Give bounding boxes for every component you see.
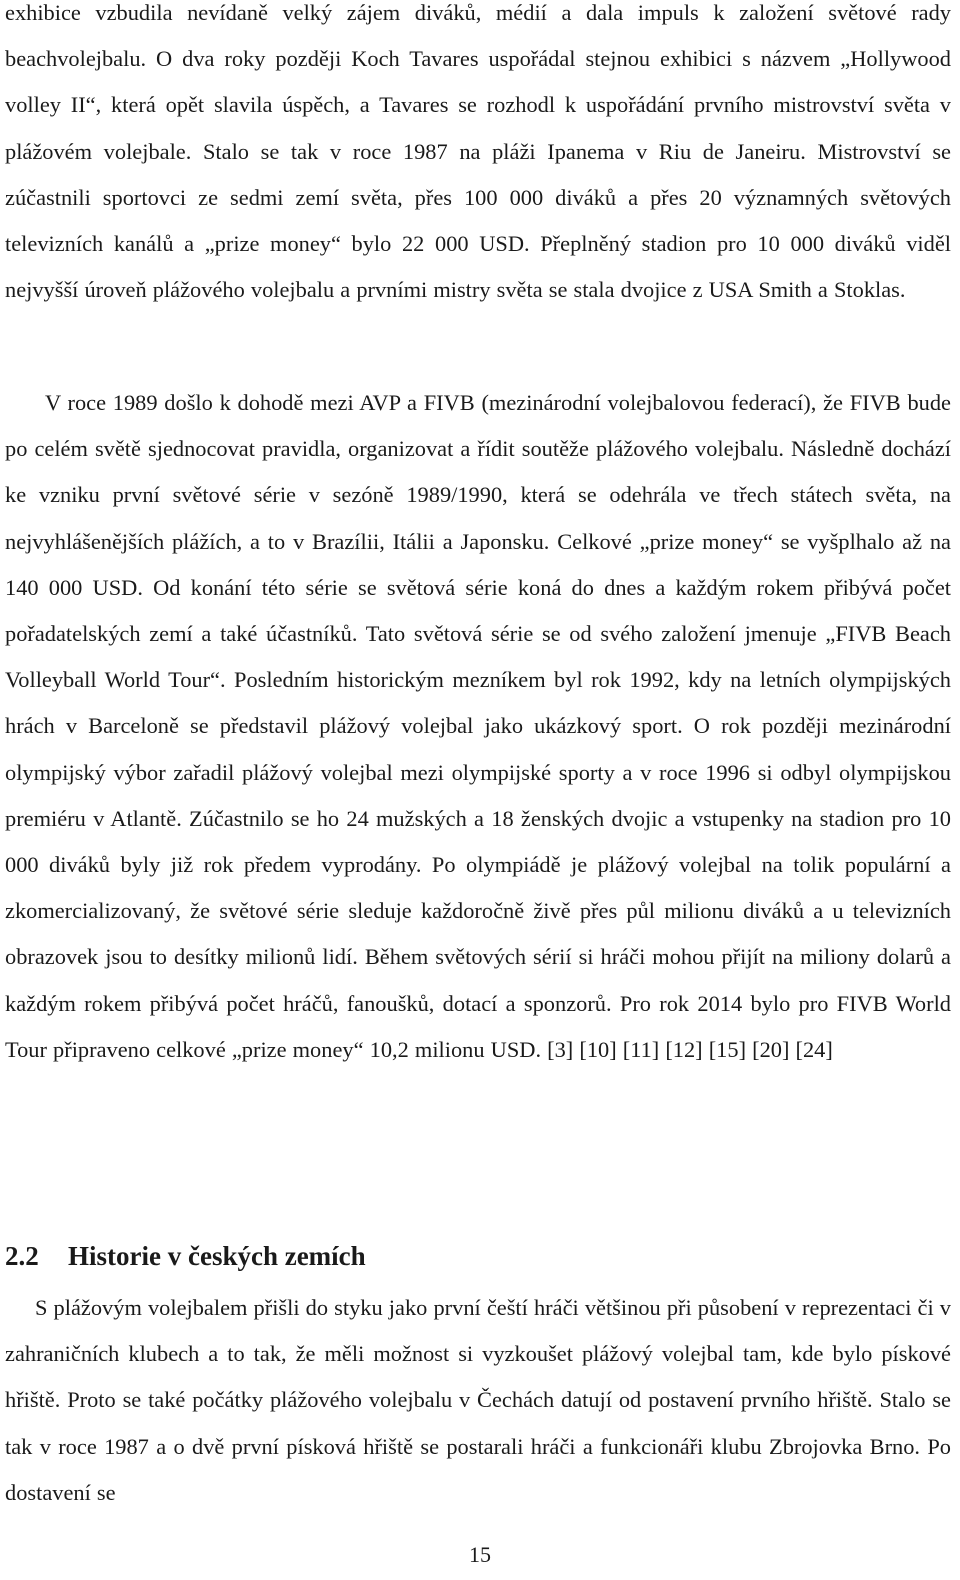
section-heading [5, 1236, 366, 1276]
body-paragraph-3: S plážovým volejbalem přišli do styku jako první čeští hráči většinou při působení v reprezentaci či v zahraničních klubech a to tak, že měli možnost si vyzkoušet plážový volejbal tam, kde bylo pískové hřiště. Proto se také počátky plážového volejbalu v Čechách datují od postavení prvního hřiště. Stalo se tak v roce 1987 a o dvě první písková hřiště se postarali hráči a funkcionáři klubu Zbrojovka Brno. Po dostavení se [5, 1295, 951, 1505]
section-title: Historie v českých zemích [68, 1241, 366, 1271]
section-number: 2.2 [5, 1241, 39, 1271]
body-paragraph-1: exhibice vzbudila nevídaně velký zájem diváků, médií a dala impuls k založení světové rady beachvolejbalu. O dva roky později Koch Tavares uspořádal stejnou exhibici s názvem „Hollywood volley II“, která opět slavila úspěch, a Tavares se rozhodl k uspořádání prvního mistrovství světa v plážovém volejbale. Stalo se tak v roce 1987 na pláži Ipanema v Riu de Janeiru. Mistrovství se zúčastnili sportovci ze sedmi zemí světa, přes 100 000 diváků a přes 20 významných světových televizních kanálů a „prize money“ bylo 22 000 USD. Přeplněný stadion pro 10 000 diváků viděl nejvyšší úroveň plážového volejbalu a prvními mistry světa se stala dvojice z USA Smith a Stoklas. [5, 0, 951, 303]
body-paragraph-2: V roce 1989 došlo k dohodě mezi AVP a FIVB (mezinárodní volejbalovou federací), že FIVB bude po celém světě sjednocovat pravidla, organizovat a řídit soutěže plážového volejbalu. Následně dochází ke vzniku první světové série v sezóně 1989/1990, která se odehrála ve třech státech světa, na nejvyhlášenějších plážích, a to v Brazílii, Itálii a Japonsku. Celkové „prize money“ se vyšplhalo až na 140 000 USD. Od konání této série se světová série koná do dnes a každým rokem přibývá počet pořadatelských zemí a také účastníků. Tato světová série se od svého založení jmenuje „FIVB Beach Volleyball World Tour“. Posledním historickým mezníkem byl rok 1992, kdy na letních olympijských hrách v Barceloně se představil plážový volejbal jako ukázkový sport. O rok později mezinárodní olympijský výbor zařadil plážový volejbal mezi olympijské sporty a v roce 1996 si odbyl olympijskou premiéru v Atlantě. Zúčastnilo se ho 24 mužských a 18 ženských dvojic a vstupenky na stadion pro 10 000 diváků byly již rok předem vyprodány. Po olympiádě je plážový volejbal na tolik populární a zkomercializovaný, že světové série sleduje každoročně živě přes půl milionu diváků a u televizních obrazovek jsou to desítky milionů lidí. Během světových sérií si hráči mohou přijít na miliony dolarů a každým rokem přibývá počet hráčů, fanoušků, dotací a sponzorů. Pro rok 2014 bylo pro FIVB World Tour připraveno celkové „prize money“ 10,2 milionu USD. [3] [10] [11] [12] [15] [20] [24] [5, 390, 951, 1062]
page-number: 15 [469, 1542, 491, 1567]
